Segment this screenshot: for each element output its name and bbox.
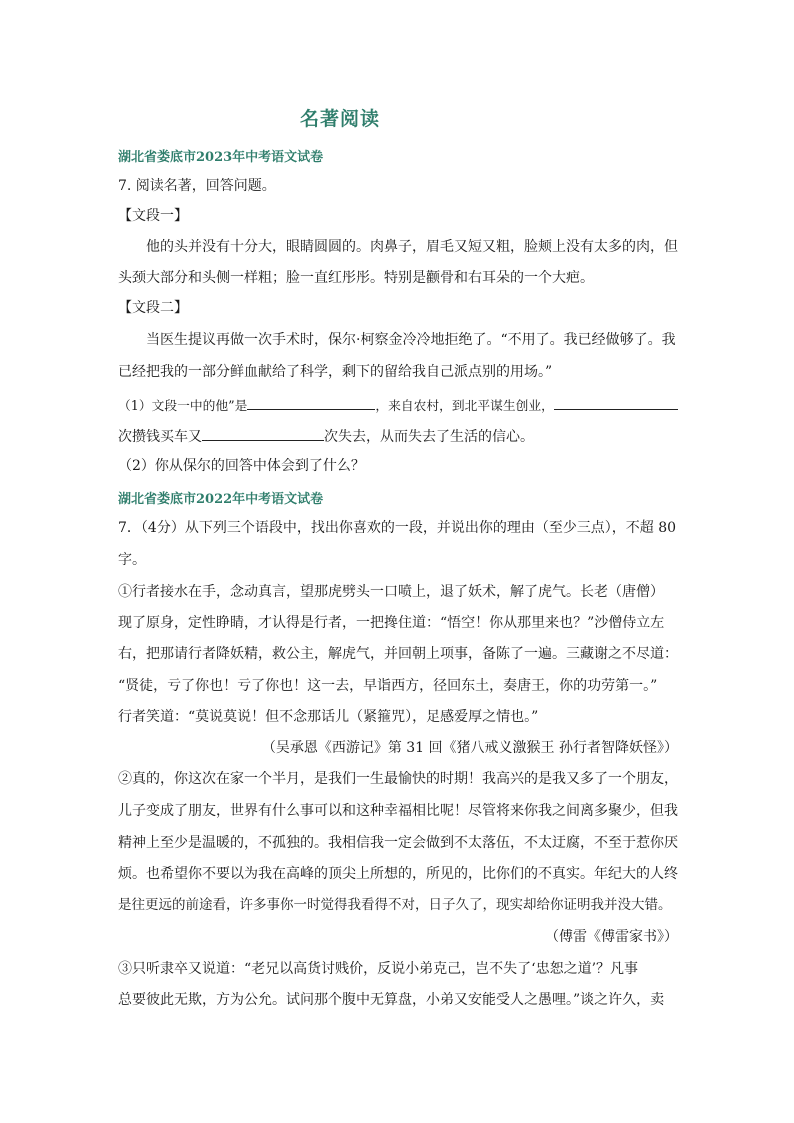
question-1-line-2 <box>118 425 678 447</box>
question-7-2022-line-1: 7．（4分）从下列三个语段中，找出你喜欢的一段，并说出你的理由（至少三点），不超 80 <box>118 520 677 536</box>
question-1-text-c: 次攒钱买车又 <box>118 429 202 445</box>
passage-1-label: 【文段一】 <box>118 208 188 224</box>
passage-xiyouji-line-3: 右，把那请行者降妖精，救公主，解虎气，并回朝上项事，备陈了一遍。三藏谢之不尽道： <box>118 646 678 662</box>
passage-fulei-line-5: 是往更远的前途看，许多事你一时觉得我看得不对，日子久了，现实却给你证明我并没大错。 <box>118 897 672 913</box>
answer-blank-2[interactable] <box>554 394 678 410</box>
question-1-text-d: 次失去，从而失去了生活的信心。 <box>324 429 534 445</box>
passage-xiyouji-line-2: 现了原身，定性睁睛，才认得是行者，一把搀住道：“悟空！你从那里来也？”沙僧侍立左 <box>118 615 665 631</box>
passage-1-line-1: 他的头并没有十分大，眼睛圆圆的。肉鼻子，眉毛又短又粗，脸颊上没有太多的肉，但 <box>146 239 678 255</box>
citation-fulei: （傅雷《傅雷家书》） <box>545 929 678 945</box>
passage-1-line-2: 头颈大部分和头侧一样粗；脸一直红彤彤。特别是颧骨和右耳朵的一个大疤。 <box>118 270 594 286</box>
question-7-2023: 7. 阅读名著，回答问题。 <box>118 178 276 194</box>
passage-fulei-line-3: 精神上至少是温暖的，不孤独的。我相信我一定会做到不太落伍，不太迂腐，不至于惹你厌 <box>118 835 678 851</box>
passage-xiyouji-line-1: ①行者接水在手，念动真言，望那虎劈头一口喷上，退了妖术，解了虎气。长老（唐僧） <box>118 584 664 600</box>
question-7-2022-line-2: 字。 <box>118 552 146 568</box>
passage-fulei-line-2: 儿子变成了朋友，世界有什么事可以和这种幸福相比呢！尽管将来你我之间离多聚少，但我 <box>118 803 678 819</box>
passage-xiyouji-line-4: “贤徒，亏了你也！亏了你也！这一去，早诣西方，径回东土，奏唐王，你的功劳第一。” <box>118 678 658 694</box>
passage-2-label: 【文段二】 <box>118 300 188 316</box>
question-1-text-a: （1）文段一中的他”是 <box>118 399 248 414</box>
passage-2-line-1: 当医生提议再做一次手术时，保尔·柯察金冷冷地拒绝了。“不用了。我已经做够了。我 <box>146 332 676 348</box>
source-heading-2022: 湖北省娄底市2022年中考语文试卷 <box>118 492 324 507</box>
question-1-text-b: ，来自农村，到北平谋生创业， <box>375 399 554 414</box>
passage-fulei-line-4: 烦。也希望你不要以为我在高峰的顶尖上所想的，所见的，比你们的不真实。年纪大的人终 <box>118 866 678 882</box>
source-heading-2023: 湖北省娄底市2023年中考语文试卷 <box>118 150 324 165</box>
question-2: （2）你从保尔的回答中体会到了什么？ <box>118 458 365 474</box>
passage-xiyouji-line-5: 行者笑道：“莫说莫说！但不念那话儿（紧箍咒），足感爱厚之情也。” <box>118 709 539 725</box>
passage-fulei-line-1: ②真的，你这次在家一个半月，是我们一生最愉快的时期！我高兴的是我又多了一个朋友， <box>118 771 678 787</box>
passage-3-line-1: ③只听隶卒又说道：“老兄以高货讨贱价，反说小弟克己，岂不失了‘忠恕之道’？凡事 <box>118 961 639 977</box>
passage-2-line-2: 已经把我的一部分鲜血献给了科学，剩下的留给我自己派点别的用场。” <box>118 364 553 380</box>
question-1-line-1 <box>118 394 678 417</box>
answer-blank-3[interactable] <box>202 425 324 441</box>
answer-blank-1[interactable] <box>247 394 375 410</box>
citation-xiyouji: （吴承恩《西游记》第 31 回《猪八戒义激猴王 孙行者智降妖怪》） <box>261 740 678 756</box>
passage-3-line-2: 总要彼此无欺，方为公允。试问那个腹中无算盘，小弟又安能受人之愚哩。”谈之许久，卖 <box>118 992 665 1008</box>
page-title: 名著阅读 <box>299 108 380 130</box>
